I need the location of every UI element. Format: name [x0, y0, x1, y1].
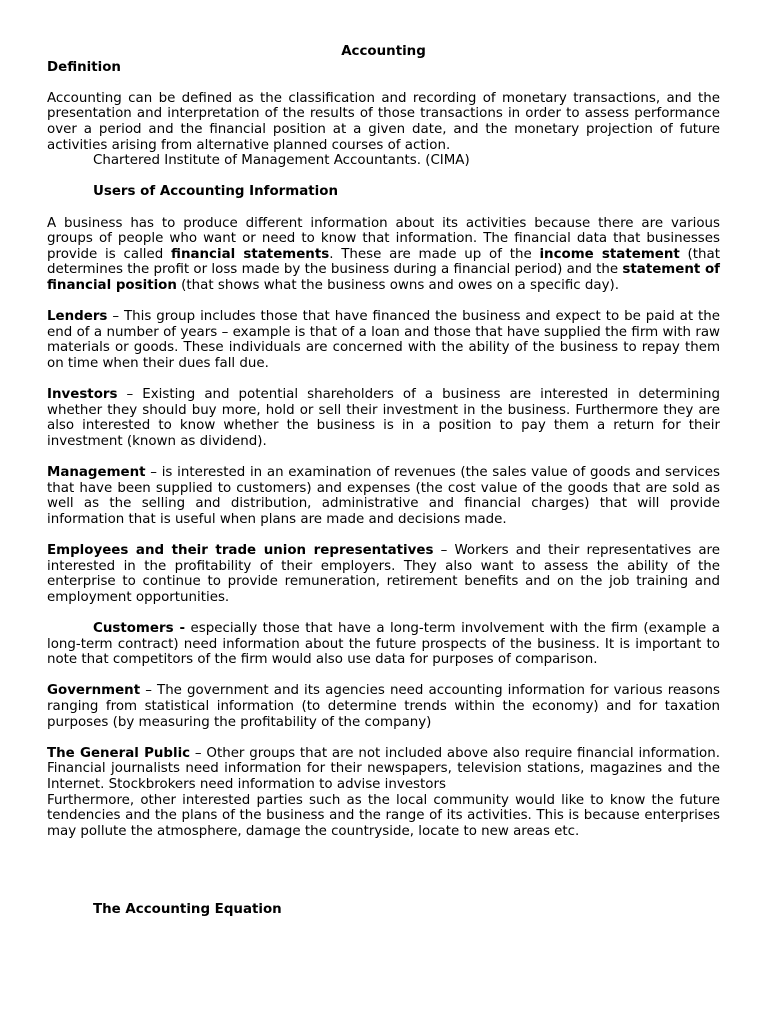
- user-employees: [47, 543, 720, 605]
- intro-text-1: A business has to produce different information about its activities because there are various groups of people who want or need to know that information. The financial data that businesses provide is called: [47, 215, 720, 262]
- user-government: [47, 683, 720, 730]
- definition-source: Chartered Institute of Management Accountants. (CIMA): [93, 153, 470, 169]
- intro-bold-income-statement: income statement: [539, 246, 680, 262]
- definition-heading: Definition: [47, 59, 121, 75]
- user-text: – This group includes those that have financed the business and expect to be paid at the end of a number of years – example is that of a loan and those that have supplied the firm with raw materials or goods. These individuals are concerned with the ability of the business to repay them on time when their dues fall due.: [47, 309, 720, 371]
- intro-text-3: (that determines the profit or loss made by the business during a financial period) and the: [47, 246, 720, 278]
- user-term: Government: [47, 683, 141, 699]
- intro-bold-financial-statements: financial statements: [171, 246, 330, 262]
- user-text: – Existing and potential shareholders of a business are interested in determining whether they should buy more, hold or sell their investment in the business. Furthermore they are also interested to know whether the business is in a position to pay them a return for their investment (known as dividend).: [47, 387, 720, 449]
- definition-text: Accounting can be defined as the classification and recording of monetary transactions, and the presentation and interpretation of the results of those transactions in order to assess performance over a period and the financial position at a given date, and the monetary projection of future activities arising from alternative planned courses of action.: [47, 90, 720, 153]
- document-body: [47, 44, 720, 917]
- intro-text-4: (that shows what the business owns and owes on a specific day).: [176, 277, 619, 293]
- user-term: Lenders: [47, 309, 108, 325]
- user-text: – The government and its agencies need accounting information for various reasons ranging from statistical information (to determine trends within the economy) and for taxation purposes (by measuring the profitability of the company): [47, 683, 720, 730]
- user-general-public: [47, 746, 720, 793]
- intro-paragraph: [47, 216, 720, 294]
- user-lenders: [47, 309, 720, 371]
- user-text: – Workers and their representatives are interested in the profitability of their employers. They also want to assess the ability of the enterprise to continue to provide remuneration, retirement benefits and on the job training and employment opportunities.: [47, 543, 720, 605]
- user-term: The General Public: [47, 745, 191, 761]
- general-public-continued: Furthermore, other interested parties such as the local community would like to know the future tendencies and the plans of the business and the range of its activities. This is because enterprises may pollute the atmosphere, damage the countryside, locate to new areas etc.: [47, 792, 720, 839]
- user-term: Employees and their trade union representatives: [47, 543, 434, 558]
- user-text: – is interested in an examination of revenues (the sales value of goods and services that have been supplied to customers) and expenses (the cost value of the goods that are sold as well as the selling and distribution, administrative and financial charges) that will provide information that is useful when plans are made and decisions made.: [47, 465, 720, 527]
- user-term: Customers -: [93, 620, 186, 636]
- user-management: [47, 465, 720, 527]
- intro-text-2: . These are made up of the: [329, 246, 540, 262]
- user-customers: [47, 621, 720, 668]
- user-term: Investors: [47, 387, 118, 403]
- user-text: – Other groups that are not included above also require financial information. Financial journalists need information for their newspapers, television stations, magazines and the Internet. Stockbrokers need information to advise investors: [47, 745, 720, 792]
- accounting-equation-heading: The Accounting Equation: [93, 901, 282, 917]
- intro-bold-financial-position: statement of financial position: [47, 262, 721, 293]
- users-heading: Users of Accounting Information: [93, 184, 338, 200]
- user-term: Management: [47, 465, 146, 481]
- user-investors: [47, 387, 720, 449]
- document-title: Accounting: [341, 44, 426, 59]
- user-text: especially those that have a long-term involvement with the firm (example a long-term contract) need information about the future prospects of the business. It is important to note that competitors of the firm would also use data for purposes of comparison.: [47, 620, 721, 668]
